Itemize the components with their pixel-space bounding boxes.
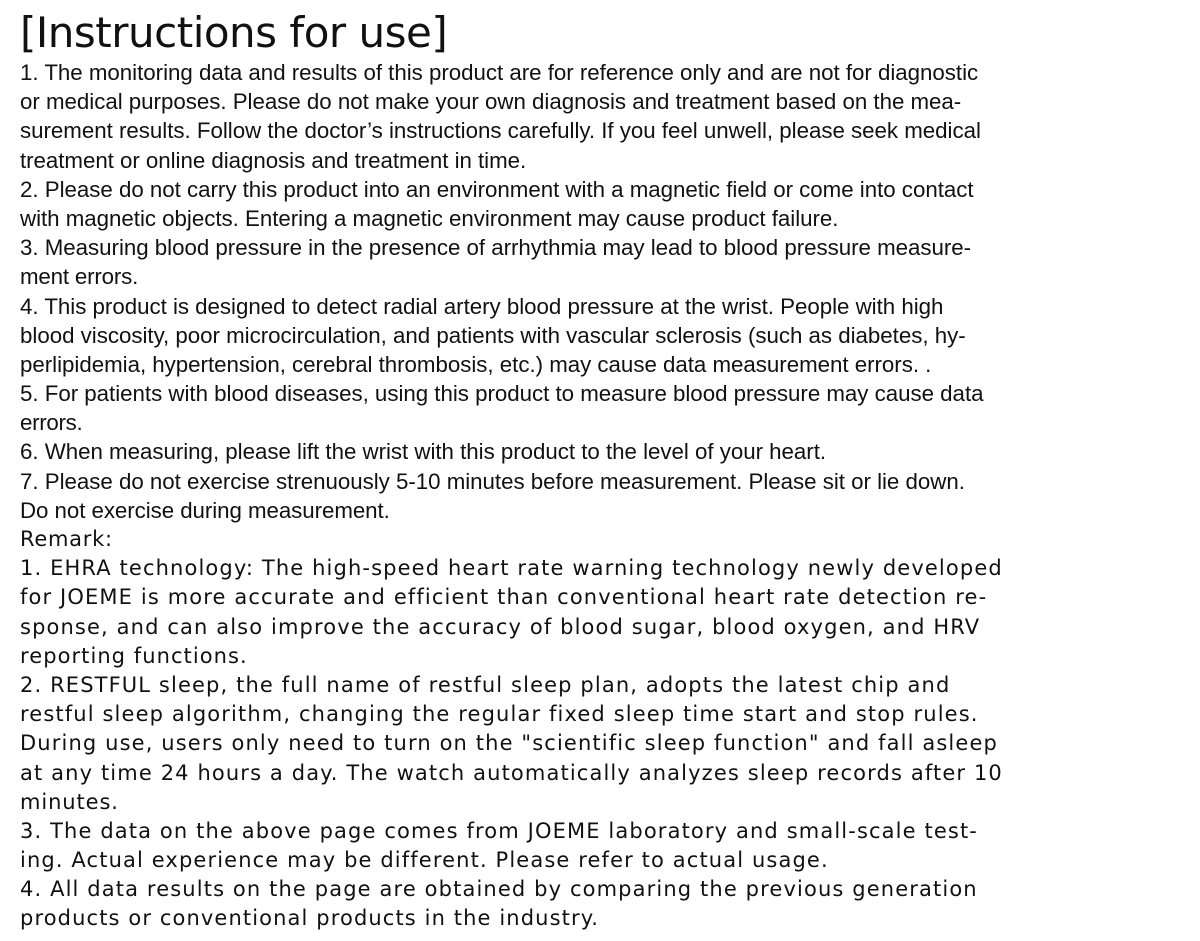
remarks-section bbox=[20, 525, 1190, 934]
remark-line: products or conventional products in the industry. bbox=[20, 906, 600, 931]
instruction-line: 4. This product is designed to detect radial artery blood pressure at the wrist. People with high bbox=[20, 293, 944, 319]
remark-heading: Remark: bbox=[20, 527, 113, 551]
remark-line: for JOEME is more accurate and efficient than conventional heart rate detection re- bbox=[20, 585, 988, 610]
remark-line: reporting functions. bbox=[20, 643, 248, 668]
instruction-line: errors. bbox=[20, 410, 83, 436]
remark-line: minutes. bbox=[20, 789, 119, 814]
instructions-document bbox=[20, 8, 1190, 934]
instruction-line: blood viscosity, poor microcirculation, and patients with vascular sclerosis (such as diabetes, hy- bbox=[20, 322, 966, 348]
remark-line: 3. The data on the above page comes from JOEME laboratory and small-scale test- bbox=[20, 818, 979, 843]
remark-line: 1. EHRA technology: The high-speed heart rate warning technology newly developed bbox=[20, 556, 1003, 581]
instruction-line: perlipidemia, hypertension, cerebral thrombosis, etc.) may cause data measurement errors. . bbox=[20, 351, 932, 377]
instruction-line: 7. Please do not exercise strenuously 5-10 minutes before measurement. Please sit or lie down. bbox=[20, 468, 965, 494]
remark-line: ing. Actual experience may be different. Please refer to actual usage. bbox=[20, 848, 829, 873]
remark-line: 4. All data results on the page are obtained by comparing the previous generation bbox=[20, 877, 978, 902]
remark-line: 2. RESTFUL sleep, the full name of restful sleep plan, adopts the latest chip and bbox=[20, 672, 951, 697]
remark-line: at any time 24 hours a day. The watch automatically analyzes sleep records after 10 bbox=[20, 760, 1003, 785]
instruction-line: ment errors. bbox=[20, 264, 139, 290]
instruction-line: surement results. Follow the doctor’s instructions carefully. If you feel unwell, please seek medical bbox=[20, 118, 981, 144]
instructions-list bbox=[20, 58, 1190, 525]
instruction-line: 1. The monitoring data and results of this product are for reference only and are not for diagnostic bbox=[20, 60, 979, 85]
instruction-line: or medical purposes. Please do not make your own diagnosis and treatment based on the mea- bbox=[20, 89, 962, 115]
remark-line: During use, users only need to turn on the "scientific sleep function" and fall asleep bbox=[20, 731, 998, 756]
instruction-line: 6. When measuring, please lift the wrist with this product to the level of your heart. bbox=[20, 439, 827, 465]
instruction-line: 2. Please do not carry this product into an environment with a magnetic field or come into contact bbox=[20, 176, 974, 202]
instruction-line: with magnetic objects. Entering a magnetic environment may cause product failure. bbox=[20, 205, 839, 231]
instruction-line: treatment or online diagnosis and treatment in time. bbox=[20, 147, 527, 173]
remark-line: sponse, and can also improve the accuracy of blood sugar, blood oxygen, and HRV bbox=[20, 614, 981, 639]
instruction-line: 5. For patients with blood diseases, using this product to measure blood pressure may cause data bbox=[20, 381, 984, 407]
remark-line: restful sleep algorithm, changing the regular fixed sleep time start and stop rules. bbox=[20, 702, 979, 727]
page-title: [Instructions for use] bbox=[20, 8, 448, 57]
instruction-line: Do not exercise during measurement. bbox=[20, 497, 390, 523]
instruction-line: 3. Measuring blood pressure in the presence of arrhythmia may lead to blood pressure measure- bbox=[20, 235, 972, 261]
